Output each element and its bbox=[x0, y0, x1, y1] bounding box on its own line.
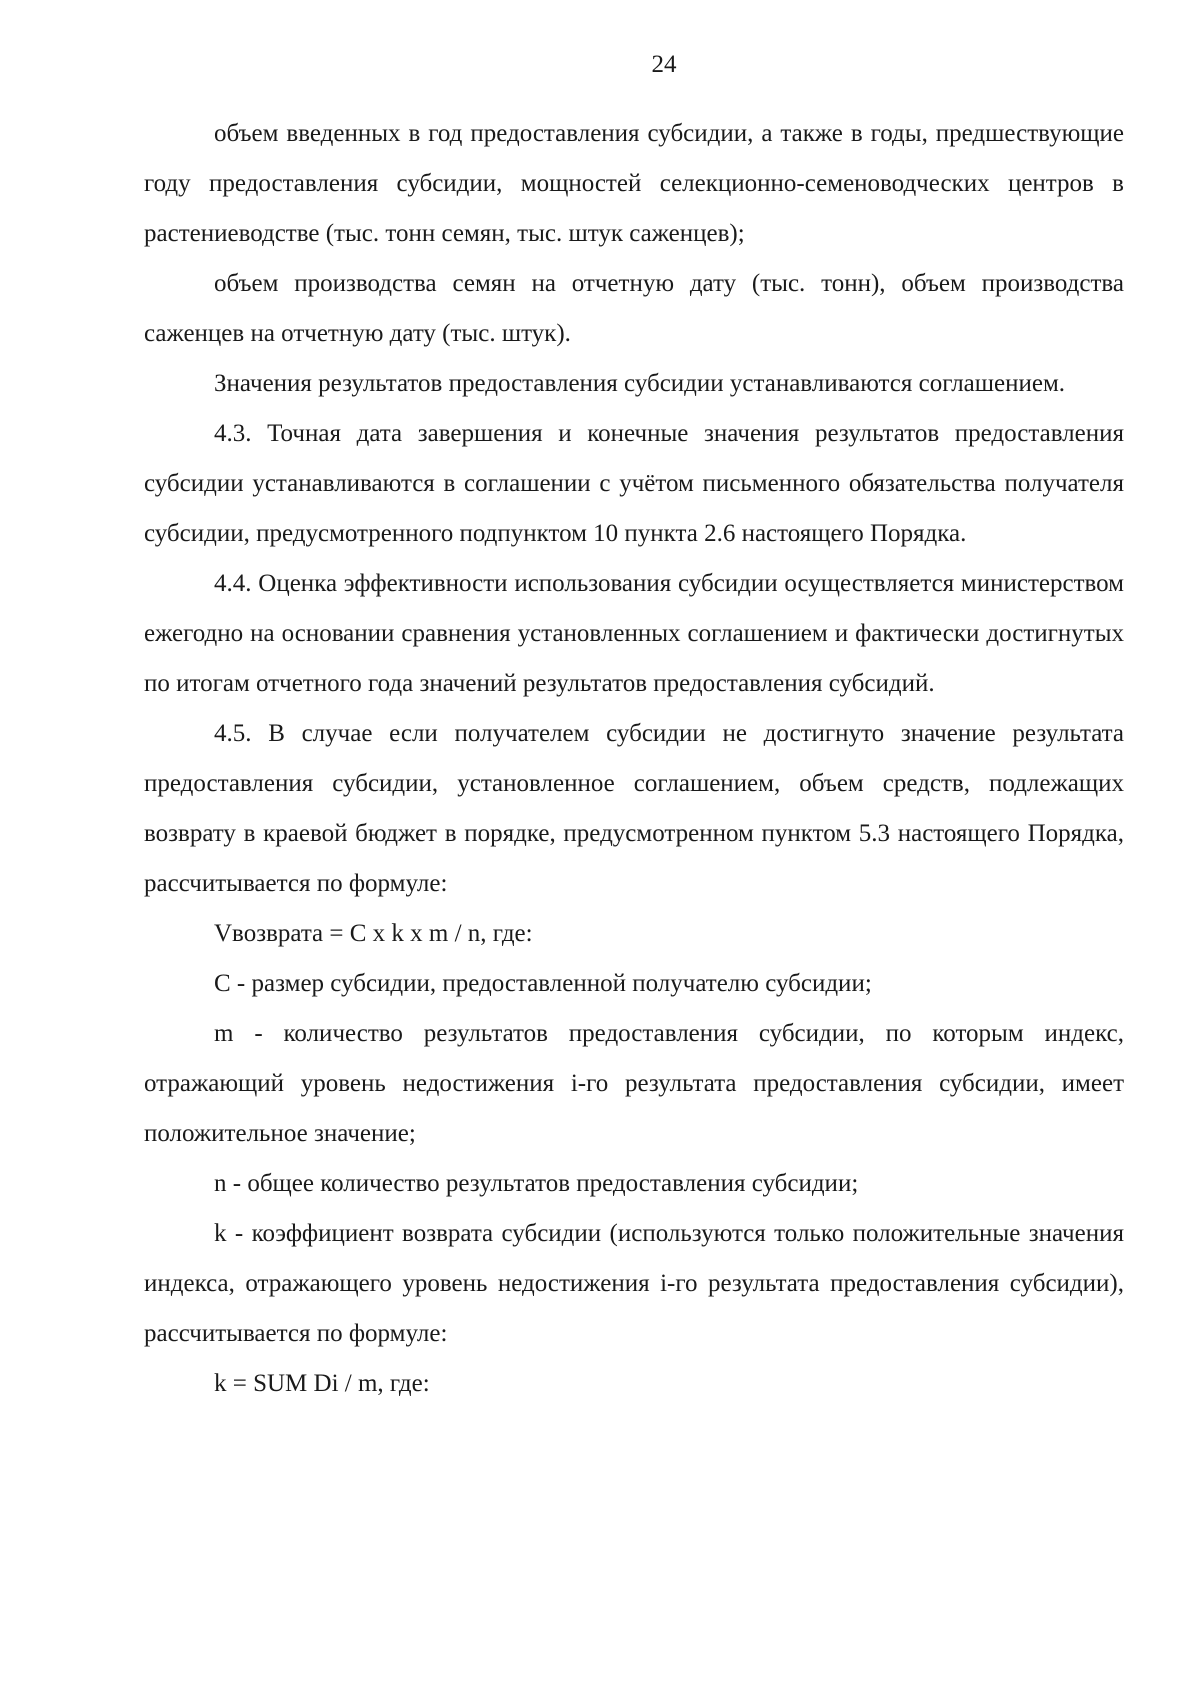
paragraph-4-3: 4.3. Точная дата завершения и конечные значения результатов предоставления субсидии устанавливаются в соглашении с учётом письменного обязательства получателя субсидии, предусмотренного подпунктом 10 пункта 2.6 настоящего Порядка. bbox=[144, 420, 1124, 547]
definition-m: m - количество результатов предоставления субсидии, по которым индекс, отражающий уровень недостижения i-го результата предоставления субсидии, имеет положительное значение; bbox=[144, 1020, 1124, 1147]
paragraph-production-volume: объем производства семян на отчетную дату (тыс. тонн), объем производства саженцев на отчетную дату (тыс. штук). bbox=[144, 270, 1124, 347]
definition-n: n - общее количество результатов предоставления субсидии; bbox=[214, 1170, 859, 1197]
paragraph-results-values: Значения результатов предоставления субсидии устанавливаются соглашением. bbox=[214, 370, 1066, 397]
page-number: 24 bbox=[651, 51, 677, 78]
definition-k: k - коэффициент возврата субсидии (используются только положительные значения индекса, отражающего уровень недостижения i-го результата предоставления субсидии), рассчитывается по формуле: bbox=[144, 1220, 1124, 1347]
paragraph-4-4: 4.4. Оценка эффективности использования субсидии осуществляется министерством ежегодно на основании сравнения установленных соглашением и фактически достигнутых по итогам отчетного года значений результатов предоставления субсидий. bbox=[144, 570, 1124, 697]
definition-c: C - размер субсидии, предоставленной получателю субсидии; bbox=[214, 970, 872, 997]
formula-return-volume: Vвозврата = C x k x m / n, где: bbox=[214, 920, 533, 947]
paragraph-seed-centers-capacity: объем введенных в год предоставления субсидии, а также в годы, предшествующие году предоставления субсидии, мощностей селекционно-семеноводческих центров в растениеводстве (тыс. тонн семян, тыс. штук саженцев); bbox=[144, 120, 1124, 247]
paragraph-4-5: 4.5. В случае если получателем субсидии не достигнуто значение результата предоставления субсидии, установленное соглашением, объем средств, подлежащих возврату в краевой бюджет в порядке, предусмотренном пунктом 5.3 настоящего Порядка, рассчитывается по формуле: bbox=[144, 720, 1124, 897]
formula-k: k = SUM Di / m, где: bbox=[214, 1370, 430, 1397]
document-page bbox=[144, 52, 1124, 1409]
